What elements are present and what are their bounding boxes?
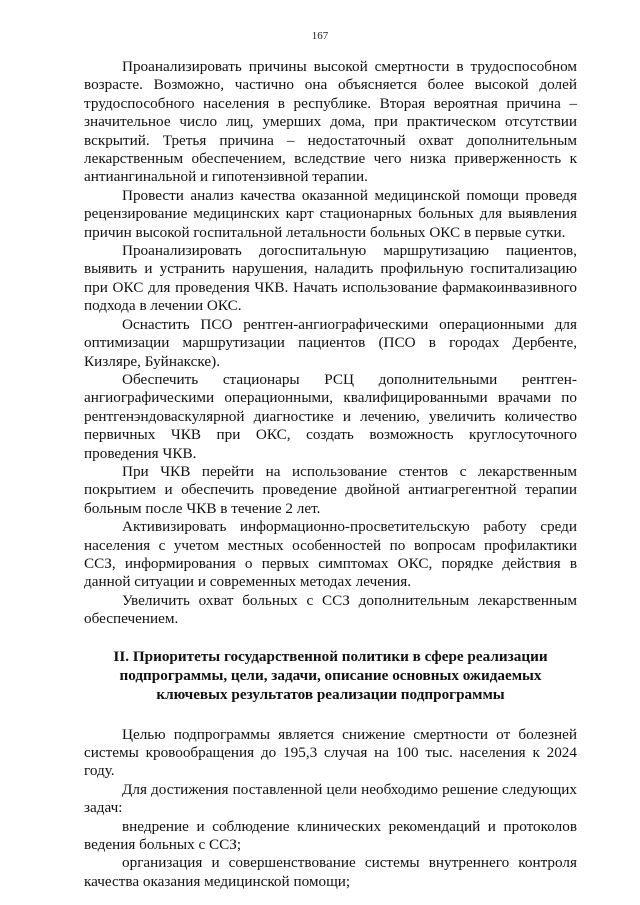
- paragraph-stents: При ЧКВ перейти на использование стентов с лекарственным покрытием и обеспечить проведение двойной антиагрегентной терапии больным после ЧКВ в течение 2 лет.: [84, 462, 577, 517]
- paragraph-awareness-work: Активизировать информационно-просветительскую работу среди населения с учетом местных особенностей по вопросам профилактики ССЗ, информирования о первых симптомах ОКС, порядке действия в данной ситуации и современных методах лечения.: [84, 518, 577, 591]
- section-heading: [84, 647, 577, 704]
- paragraph-routing-analysis: Проанализировать догоспитальную маршрутизацию пациентов, выявить и устранить нарушения, наладить профильную госпитализацию при ОКС для проведения ЧКВ. Начать использование фармакоинвазивного подхода в лечении ОКС.: [84, 242, 577, 315]
- paragraph-provide-rsc: Обеспечить стационары РСЦ дополнительными рентген-ангиографическими операционными, квалифицированными врачами по рентгенэндоваскулярной диагностике и лечению, увеличить количество первичных ЧКВ при ОКС, создать возможность круглосуточного проведения ЧКВ.: [84, 370, 577, 462]
- page-number: 167: [311, 30, 329, 42]
- paragraph-task-guidelines: внедрение и соблюдение клинических рекомендаций и протоколов ведения больных с ССЗ;: [84, 817, 577, 854]
- section-heading-line: ключевых результатов реализации подпрограммы: [156, 685, 505, 703]
- paragraph-goal: Целью подпрограммы является снижение смертности от болезней системы кровообращения до 195,3 случая на 100 тыс. населения к 2024 году.: [84, 725, 577, 780]
- section-heading-line: подпрограммы, цели, задачи, описание основных ожидаемых: [119, 666, 542, 684]
- section-heading-line: II. Приоритеты государственной политики в сфере реализации: [113, 647, 548, 665]
- paragraph-mortality-analysis: Проанализировать причины высокой смертности в трудоспособном возрасте. Возможно, частично она объясняется более высокой долей трудоспособного населения в республике. Вторая вероятная причина – значительное число лиц, умерших дома, при практическом отсутствии вскрытий. Третья причина – недостаточный охват дополнительным лекарственным обеспечением, вследствие чего низка приверженность к антиангинальной и гипотензивной терапии.: [84, 58, 577, 186]
- paragraph-drug-coverage: Увеличить охват больных с ССЗ дополнительным лекарственным обеспечением.: [84, 591, 577, 628]
- paragraph-quality-analysis: Провести анализ качества оказанной медицинской помощи проведя рецензирование медицинских карт стационарных больных для выявления причин высокой госпитальной летальности больных ОКС в первые сутки.: [84, 186, 577, 241]
- paragraph-equip-pso: Оснастить ПСО рентген-ангиографическими операционными для оптимизации маршрутизации пациентов (ПСО в городах Дербенте, Кизляре, Буйнакске).: [84, 315, 577, 370]
- paragraph-task-quality-control: организация и совершенствование системы внутреннего контроля качества оказания медицинской помощи;: [84, 854, 577, 890]
- paragraph-tasks-intro: Для достижения поставленной цели необходимо решение следующих задач:: [84, 780, 577, 817]
- page-content: [84, 58, 577, 891]
